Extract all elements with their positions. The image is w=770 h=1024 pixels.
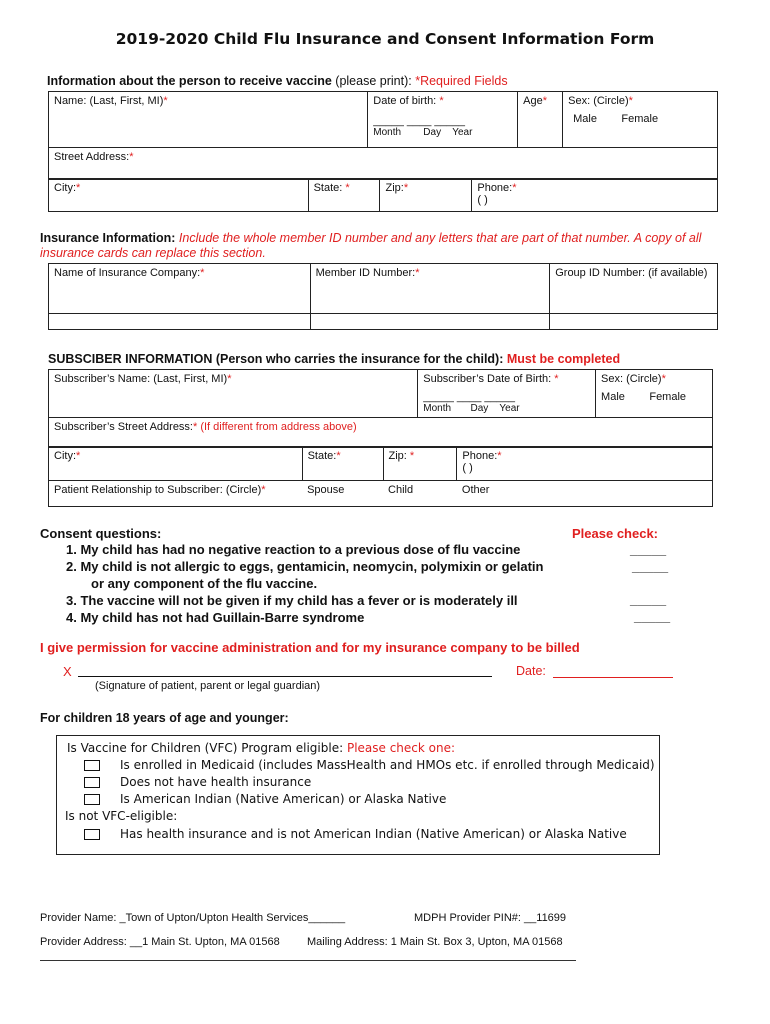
check-q4[interactable]: _____ [634,609,671,624]
signature-x: X [63,664,72,679]
insurance-heading-block [40,231,720,261]
check-q3[interactable]: _____ [630,592,667,607]
subscriber-sex-field[interactable]: Sex: (Circle)* Male Female [596,370,713,418]
consent-questions [66,541,626,626]
street-field[interactable]: Street Address:* [49,148,718,180]
person-heading-line [47,74,508,88]
person-table [48,91,718,180]
relationship-label: Patient Relationship to Subscriber: (Circle)* [49,481,303,507]
please-check-label: Please check: [572,526,659,541]
subscriber-sex-female[interactable]: Female [649,391,687,403]
please-check-one: Please check one: [346,741,456,755]
check-q1[interactable]: _____ [630,542,667,557]
provider-name: Provider Name: _Town of Upton/Upton Health Services______ [40,912,346,924]
form-title: 2019-2020 Child Flu Insurance and Consent Information Form [115,30,655,48]
member-id-extra[interactable] [310,314,550,330]
subscriber-dob-field[interactable]: Subscriber’s Date of Birth: * _____ ____ _____ Month Day Year [418,370,596,418]
sex-field[interactable]: Sex: (Circle)* Male Female [563,92,718,148]
date-label: Date: [516,664,546,678]
insurance-company-extra[interactable] [49,314,311,330]
permission-text: I give permission for vaccine administration and for my insurance company to be billed [40,640,580,655]
subscriber-heading: SUBSCIBER INFORMATION (Person who carries the insurance for the child): [48,352,504,366]
person-heading-note: (please print): [335,74,412,88]
group-id-field[interactable]: Group ID Number: (if available) [550,264,718,314]
not-vfc-label: Is not VFC-eligible: [65,809,178,823]
vfc-eligible-label: Is Vaccine for Children (VFC) Program eligible: [67,741,344,755]
subscriber-city-table [48,446,713,507]
zip-field[interactable]: Zip:* [380,179,472,212]
consent-q3: 3. The vaccine will not be given if my child has a fever or is moderately ill [66,593,518,608]
subscriber-zip-field[interactable]: Zip: * [383,447,457,481]
checkbox-medicaid[interactable] [84,760,100,771]
consent-q4: 4. My child has not had Guillain-Barre syndrome [66,610,365,625]
sex-male[interactable]: Male [573,113,597,125]
vfc-option-has-insurance[interactable]: Has health insurance and is not American Indian (Native American) or Alaska Native [84,827,627,841]
relationship-other[interactable]: Other [457,481,713,507]
insurance-table [48,263,718,330]
vfc-option-medicaid[interactable]: Is enrolled in Medicaid (includes MassHealth and HMOs etc. if enrolled through Medicaid) [84,758,655,772]
subscriber-sex-male[interactable]: Male [601,391,625,403]
signature-line[interactable] [78,676,492,677]
subscriber-heading-line [48,352,620,366]
provider-address: Provider Address: __1 Main St. Upton, MA 01568 [40,936,280,948]
sex-female[interactable]: Female [621,113,659,125]
consent-heading: Consent questions: [40,526,162,541]
person-city-table [48,178,718,212]
relationship-child[interactable]: Child [383,481,457,507]
children-heading: For children 18 years of age and younger: [40,711,289,725]
must-complete: Must be completed [506,352,621,366]
subscriber-city-field[interactable]: City:* [49,447,303,481]
vfc-option-native[interactable]: Is American Indian (Native American) or Alaska Native [84,792,446,806]
subscriber-street-field[interactable]: Subscriber’s Street Address:* (If different from address above) [49,418,713,448]
checkbox-no-insurance[interactable] [84,777,100,788]
name-field[interactable]: Name: (Last, First, MI)* [49,92,368,148]
age-field[interactable]: Age* [518,92,563,148]
subscriber-state-field[interactable]: State:* [302,447,383,481]
signature-caption: (Signature of patient, parent or legal guardian) [95,680,321,692]
check-q2[interactable]: _____ [632,559,669,574]
subscriber-phone-field[interactable]: Phone:* ( ) [457,447,713,481]
required-note: *Required Fields [415,74,508,88]
consent-q2b: or any component of the flu vaccine. [91,576,318,591]
dob-field[interactable]: Date of birth: * _____ ____ _____ Month Day Year [368,92,518,148]
consent-q1: 1. My child has had no negative reaction to a previous dose of flu vaccine [66,542,521,557]
bottom-rule [40,960,576,961]
vfc-box [56,735,660,855]
city-field[interactable]: City:* [49,179,309,212]
provider-pin: MDPH Provider PIN#: __11699 [414,912,567,924]
person-heading: Information about the person to receive vaccine [47,74,332,88]
subscriber-table [48,369,713,448]
checkbox-native[interactable] [84,794,100,805]
insurance-heading: Insurance Information: [40,231,176,245]
phone-field[interactable]: Phone:* ( ) [472,179,718,212]
checkbox-has-insurance[interactable] [84,829,100,840]
group-id-extra[interactable] [550,314,718,330]
vfc-option-no-insurance[interactable]: Does not have health insurance [84,775,311,789]
vfc-eligible-line [67,741,455,755]
date-line[interactable] [553,677,673,678]
subscriber-name-field[interactable]: Subscriber’s Name: (Last, First, MI)* [49,370,418,418]
relationship-spouse[interactable]: Spouse [302,481,383,507]
state-field[interactable]: State: * [308,179,380,212]
mailing-address: Mailing Address: 1 Main St. Box 3, Upton, MA 01568 [307,936,563,948]
member-id-field[interactable]: Member ID Number:* [310,264,550,314]
insurance-company-field[interactable]: Name of Insurance Company:* [49,264,311,314]
insurance-note: Include the whole member ID number and any letters that are part of that number. A copy of all insurance cards can replace this section. [40,231,702,260]
consent-q2a: 2. My child is not allergic to eggs, gentamicin, neomycin, polymixin or gelatin [66,559,544,574]
